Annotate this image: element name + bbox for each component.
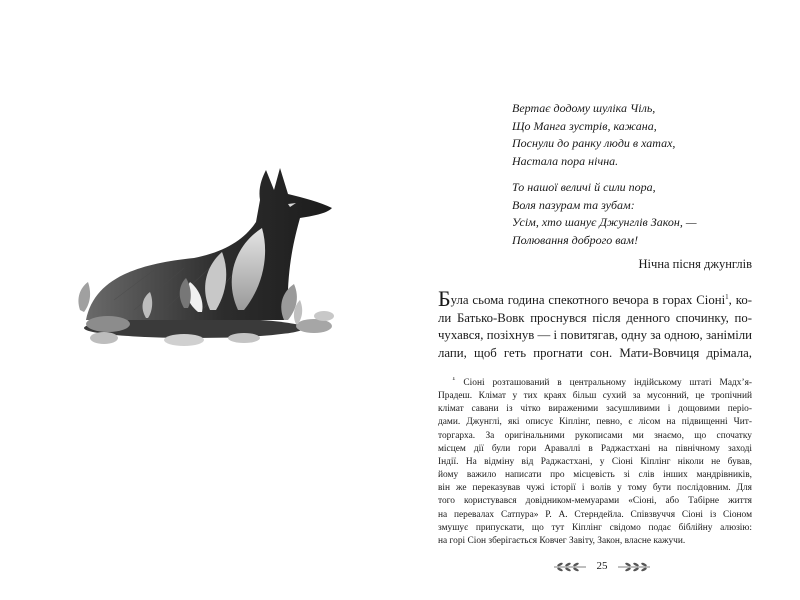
stone <box>314 311 334 321</box>
body-line: чухався, позіхнув — і повитягав, одну за одною, заніміли <box>438 328 752 342</box>
stone <box>296 319 332 333</box>
body-text-fragment: ула сьома година спекотного вечора в горах Сіоні <box>450 293 726 307</box>
footnote <box>438 377 752 548</box>
poem-line: То нашої величі й сили пора, <box>512 180 656 194</box>
stanza-1 <box>512 100 752 170</box>
footnote-line: йому важило написати про місцевість зі слів інших мандрівників, <box>438 470 752 481</box>
footnote-line: на горі Сіон зберігається Ковчег Завіту, Закон, власне кажучи. <box>438 535 686 546</box>
poem-line: Полювання доброго вам! <box>512 232 639 247</box>
poem <box>512 100 752 258</box>
leaf-ornament-icon <box>552 561 588 573</box>
body-text-fragment: , ко- <box>728 293 752 307</box>
footnote-text: Сіоні розташований в центральному індійському штаті Мадх’я- <box>463 378 752 388</box>
page-number: 25 <box>596 560 608 572</box>
drop-initial: Б <box>438 286 451 311</box>
footnote-line: того користувався довідником-мемуарами «Сіоні, або Табірне життя <box>438 496 752 507</box>
poem-line: Вертає додому шуліка Чіль, <box>512 101 656 115</box>
footnote-line: змушує припускати, що тут Кіплінг свідомо подає біблійну алюзію: <box>438 522 752 533</box>
leaf <box>78 282 90 312</box>
poem-line: Поснули до ранку люди в хатах, <box>512 136 676 150</box>
footnote-line: клімат савани із чітко вираженими засушливими і дощовими періо- <box>438 404 752 415</box>
stone <box>228 333 260 343</box>
leaf-ornament-icon <box>616 561 652 573</box>
body-line: лапи, щоб геть прогнати сон. Мати-Вовчиця дрімала, <box>438 345 752 360</box>
poem-line: Настала пора нічна. <box>512 153 619 168</box>
body-line <box>438 286 752 311</box>
footnote-line: Індії. На відміну від Раджастхані, у Сіоні Кіплінг ніколи не бував, <box>438 456 752 467</box>
footnote-line: місцем дії були гори Араваллі в Раджастхані на північному заході <box>438 443 752 454</box>
footnote-line: Прадеш. Клімат у тих краях більш сухий за мусонний, це тропічний <box>438 391 752 402</box>
footnote-ref: 1 <box>725 293 729 301</box>
page-number-block <box>552 560 652 576</box>
poem-caption: Нічна пісня джунглів <box>638 257 752 271</box>
footnote-line: дами. Джунглі, які описує Кіплінг, певно, є лісом на підвищенні Чит- <box>438 417 752 428</box>
footnote-mark: 1 <box>452 377 456 382</box>
footnote-line: торгарха. За оригінальними рукописами ми знаємо, що спочатку <box>438 430 752 441</box>
stanza-2 <box>512 179 752 249</box>
stone <box>86 316 130 332</box>
wolf-illustration <box>74 160 344 360</box>
poem-line: Що Манга зустрів, кажана, <box>512 118 657 133</box>
footnote-line <box>438 377 752 390</box>
body-line: ли Батько-Вовк проснувся після денного спочинку, по- <box>438 310 752 325</box>
poem-line: Воля пазурам та зубам: <box>512 197 635 212</box>
footnote-line: він же переказував чужі історії і волів у тому бути послідовним. Для <box>438 483 752 494</box>
poem-line: Усім, хто шанує Джунглів Закон, — <box>512 215 697 229</box>
stone <box>90 332 118 344</box>
body-text <box>438 286 752 362</box>
footnote-line: на перевалах Сатпура» Р. А. Стерндейла. Співзвуччя Сіоні із Сіоном <box>438 509 752 520</box>
stone <box>164 334 204 346</box>
